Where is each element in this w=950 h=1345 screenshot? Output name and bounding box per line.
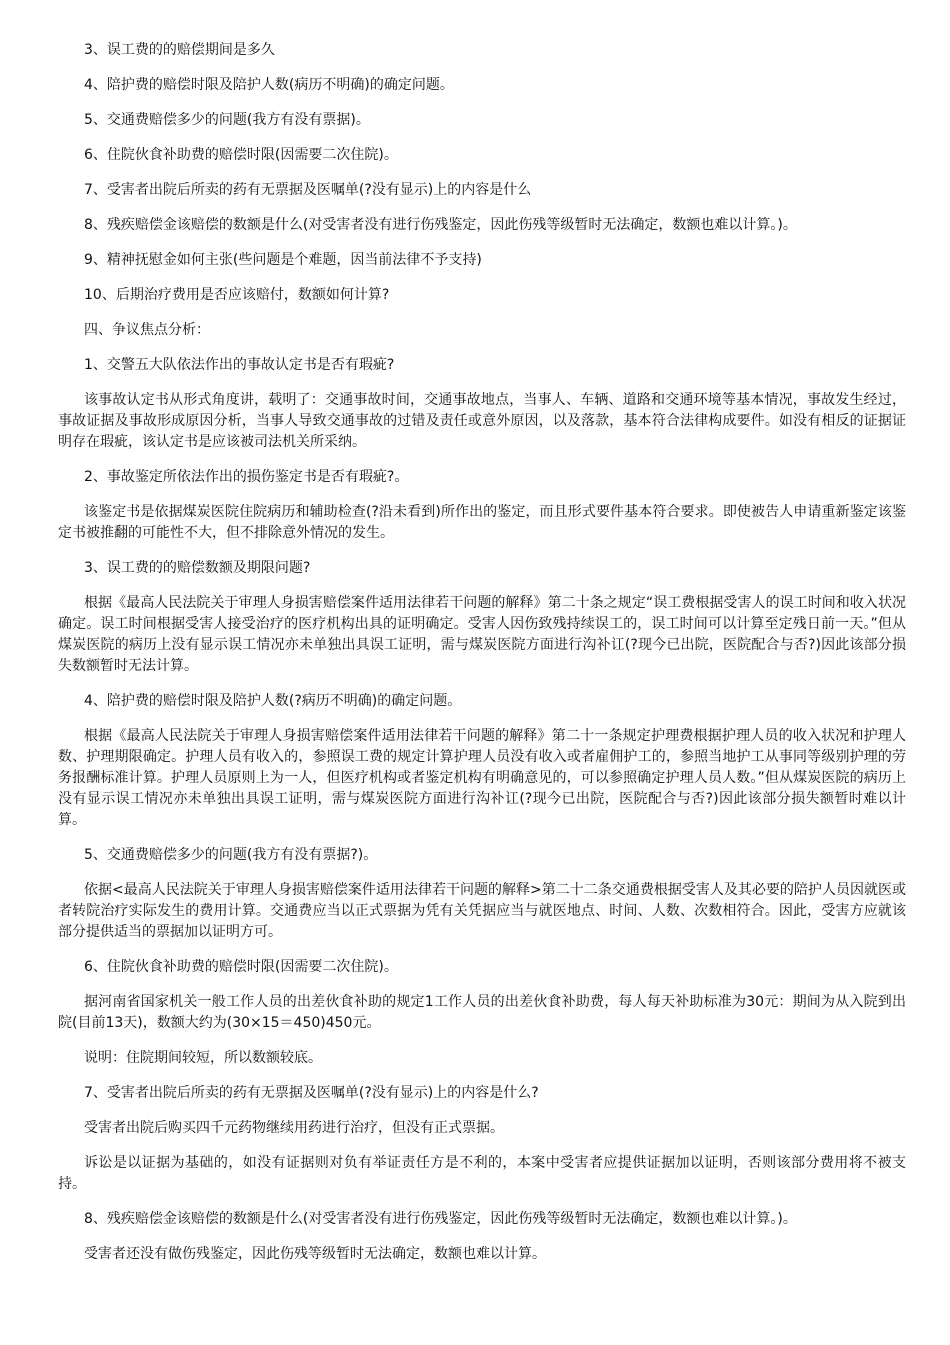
issue-6-note: 说明：住院期间较短，所以数额较底。	[84, 1050, 322, 1066]
issue-8-heading: 8、残疾赔偿金该赔偿的数额是什么(对受害者没有进行伤残鉴定，因此伤残等级暂时无法确定，数额也难以计算。)。	[84, 1211, 797, 1227]
item-6-meal-subsidy: 6、住院伙食补助费的赔偿时限(因需要二次住院)。	[84, 147, 398, 163]
issue-7-body-2: 诉讼是以证据为基础的，如没有证据则对负有举证责任方是不利的，本案中受害者应提供证据加以证明，否则该部分费用将不被支持。	[58, 1155, 906, 1192]
issue-4-heading: 4、陪护费的赔偿时限及陪护人数(?病历不明确)的确定问题。	[84, 693, 462, 709]
issue-2-body: 该鉴定书是依据煤炭医院住院病历和辅助检查(?沿未看到)所作出的鉴定，而且形式要件基本符合要求。即使被告人申请重新鉴定该鉴定书被推翻的可能性不大，但不排除意外情况的发生。	[58, 504, 906, 541]
issue-5-body: 依据<最高人民法院关于审理人身损害赔偿案件适用法律若干问题的解释>第二十二条交通费根据受害人及其必要的陪护人员因就医或者转院治疗实际发生的费用计算。交通费应当以正式票据为凭有关凭据应当与就医地点、时间、人数、次数相符合。因此，受害方应就该部分提供适当的票据加以证明方可。	[58, 882, 906, 940]
issue-3-heading: 3、误工费的的赔偿数额及期限问题?	[84, 560, 311, 576]
issue-6-heading: 6、住院伙食补助费的赔偿时限(因需要二次住院)。	[84, 959, 398, 975]
item-10-later-treatment: 10、后期治疗费用是否应该赔付，数额如何计算?	[84, 287, 390, 303]
issue-1-heading: 1、交警五大队依法作出的事故认定书是否有瑕疵?	[84, 357, 395, 373]
issue-7-heading: 7、受害者出院后所卖的药有无票据及医嘱单(?没有显示)上的内容是什么?	[84, 1085, 539, 1101]
item-3-lost-wages-period: 3、误工费的的赔偿期间是多久	[84, 42, 275, 58]
item-5-transport-fee: 5、交通费赔偿多少的问题(我方有没有票据)。	[84, 112, 370, 128]
document-body	[58, 40, 906, 1279]
issue-5-heading: 5、交通费赔偿多少的问题(我方有没有票据?)。	[84, 847, 378, 863]
issue-2-heading: 2、事故鉴定所依法作出的损伤鉴定书是否有瑕疵?。	[84, 469, 409, 485]
issue-3-body: 根据《最高人民法院关于审理人身损害赔偿案件适用法律若干问题的解释》第二十条之规定“误工费根据受害人的误工时间和收入状况确定。误工时间根据受害人接受治疗的医疗机构出具的证明确定。受害人因伤致残持续误工的，误工时间可以计算至定残日前一天。”但从煤炭医院的病历上没有显示误工情况亦未单独出具误工证明，需与煤炭医院方面进行沟补讧(?现今已出院，医院配合与否?)因此该部分损失数额暂时无法计算。	[58, 595, 906, 674]
issue-6-body: 据河南省国家机关一般工作人员的出差伙食补助的规定1工作人员的出差伙食补助费，每人每天补助标准为30元：期间为从入院到出院(目前13天)，数额大约为(30×15＝450)450元。	[58, 994, 906, 1031]
item-8-disability-compensation: 8、残疾赔偿金该赔偿的数额是什么(对受害者没有进行伤残鉴定，因此伤残等级暂时无法确定，数额也难以计算。)。	[84, 217, 797, 233]
item-7-medicine-receipts: 7、受害者出院后所卖的药有无票据及医嘱单(?没有显示)上的内容是什么	[84, 182, 532, 198]
issue-7-body: 受害者出院后购买四千元药物继续用药进行治疗，但没有正式票据。	[84, 1120, 504, 1136]
issue-4-body: 根据《最高人民法院关于审理人身损害赔偿案件适用法律若干问题的解释》第二十一条规定护理费根据护理人员的收入状况和护理人数、护理期限确定。护理人员有收入的，参照误工费的规定计算护理人员没有收入或者雇佣护工的，参照当地护工从事同等级别护理的劳务报酬标准计算。护理人员原则上为一人，但医疗机构或者鉴定机构有明确意见的，可以参照确定护理人员人数。”但从煤炭医院的病历上没有显示误工情况亦未单独出具误工证明，需与煤炭医院方面进行沟补讧(?现今已出院，医院配合与否?)因此该部分损失额暂时难以计算。	[58, 728, 906, 828]
issue-1-body: 该事故认定书从形式角度讲，载明了：交通事故时间，交通事故地点，当事人、车辆、道路和交通环境等基本情况，事故发生经过，事故证据及事故形成原因分析，当事人导致交通事故的过错及责任或意外原因，以及落款，基本符合法律构成要件。如没有相反的证据证明存在瑕疵，该认定书是应该被司法机关所采纳。	[58, 392, 906, 450]
section-heading-dispute-analysis: 四、争议焦点分析：	[84, 322, 210, 338]
item-9-mental-damages: 9、精神抚慰金如何主张(些问题是个难题，因当前法律不予支持)	[84, 252, 482, 268]
issue-8-body: 受害者还没有做伤残鉴定，因此伤残等级暂时无法确定，数额也难以计算。	[84, 1246, 546, 1262]
item-4-nursing-fee: 4、陪护费的赔偿时限及陪护人数(病历不明确)的确定问题。	[84, 77, 454, 93]
